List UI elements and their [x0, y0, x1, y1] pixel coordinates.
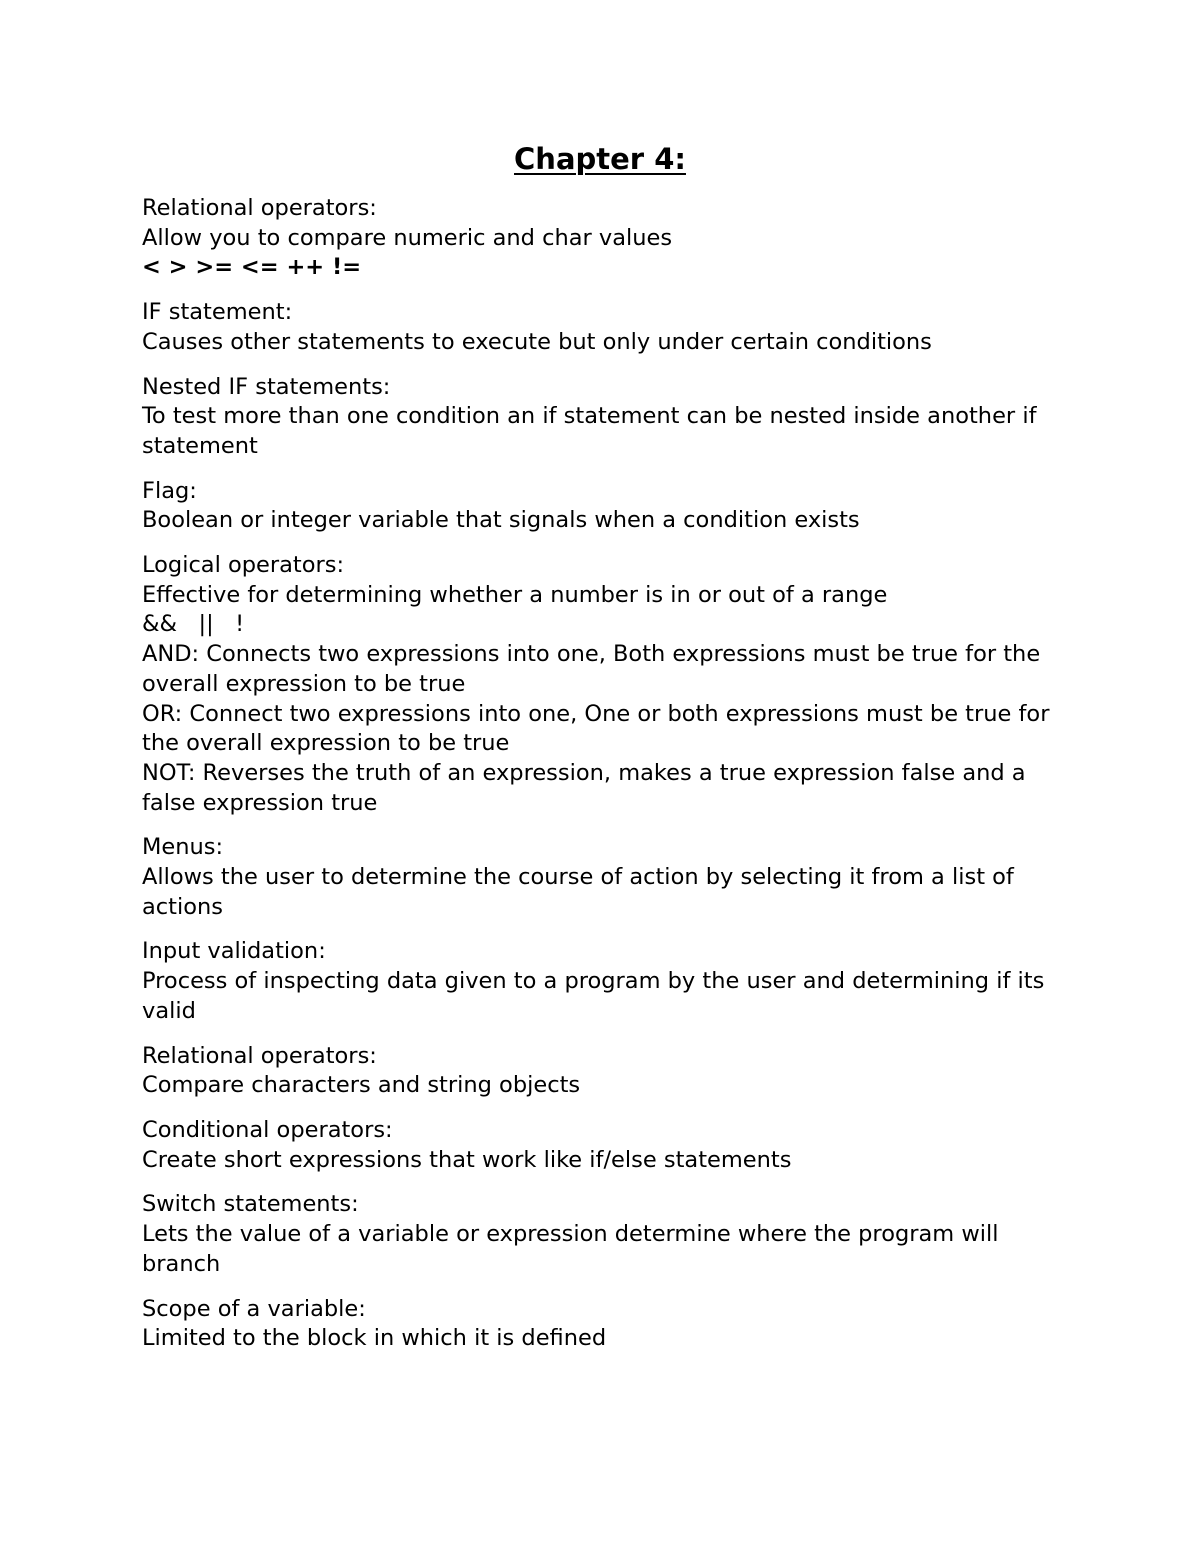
section-heading: Relational operators:: [142, 1042, 377, 1069]
section-text: Causes other statements to execute but only under certain conditions: [142, 328, 932, 355]
note-section: [142, 373, 1072, 462]
section-text: Limited to the block in which it is defined: [142, 1325, 607, 1352]
section-text: To test more than one condition an if statement can be nested inside another if statement: [142, 403, 1044, 459]
section-heading: Flag:: [142, 477, 197, 504]
section-text: < > >= <= ++ !=: [142, 254, 362, 281]
section-text: AND: Connects two expressions into one, Both expressions must be true for the overall expression to be true: [142, 641, 1048, 697]
note-section: [142, 551, 1072, 818]
section-heading: Relational operators:: [142, 195, 377, 221]
section-heading: Switch statements:: [142, 1191, 359, 1218]
section-heading: Input validation:: [142, 938, 326, 965]
note-section: [142, 1116, 1072, 1175]
section-heading: Menus:: [142, 834, 224, 861]
note-section: [142, 833, 1072, 922]
section-text: OR: Connect two expressions into one, One or both expressions must be true for the overall expression to be true: [142, 700, 1057, 757]
section-heading: IF statement:: [142, 299, 293, 326]
note-section: [142, 1295, 1072, 1354]
section-text: NOT: Reverses the truth of an expression, makes a true expression false and a false expression true: [142, 759, 1033, 816]
section-heading: Scope of a variable:: [142, 1295, 366, 1322]
section-heading: Logical operators:: [142, 552, 345, 579]
page-title: Chapter 4:: [514, 142, 686, 176]
section-text: Boolean or integer variable that signals when a condition exists: [142, 507, 860, 534]
section-text: Process of inspecting data given to a program by the user and determining if its valid: [142, 968, 1052, 1024]
note-section: [142, 937, 1072, 1026]
notes-body: [142, 194, 1072, 1369]
note-section: [142, 194, 1072, 283]
section-text: && || !: [142, 611, 245, 638]
section-text: Lets the value of a variable or expression determine where the program will branch: [142, 1221, 1006, 1277]
note-section: [142, 477, 1072, 536]
section-text: Allow you to compare numeric and char values: [142, 224, 673, 251]
note-section: [142, 1190, 1072, 1279]
section-text: Compare characters and string objects: [142, 1072, 581, 1099]
note-section: [142, 1042, 1072, 1101]
section-text: Allows the user to determine the course of action by selecting it from a list of actions: [142, 864, 1022, 920]
section-text: Effective for determining whether a number is in or out of a range: [142, 581, 888, 608]
section-text: Create short expressions that work like if/else statements: [142, 1146, 792, 1173]
section-heading: Conditional operators:: [142, 1116, 393, 1143]
note-section: [142, 298, 1072, 357]
section-heading: Nested IF statements:: [142, 373, 391, 400]
